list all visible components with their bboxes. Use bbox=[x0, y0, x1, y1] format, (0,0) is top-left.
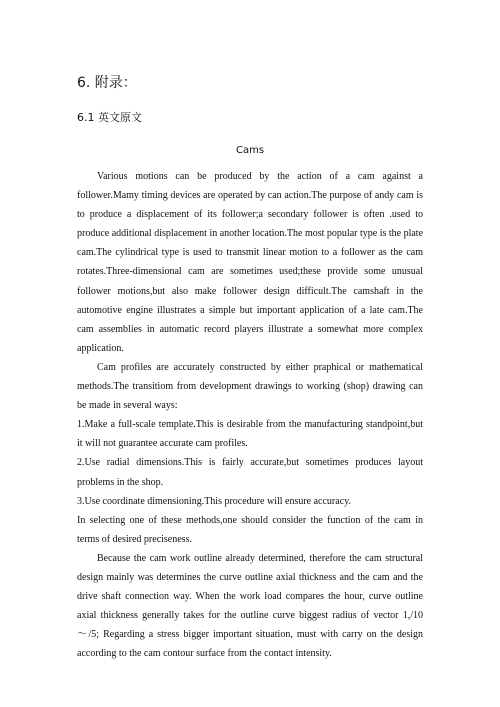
section-heading: 6. 附录： bbox=[77, 75, 137, 91]
article-title: Cams bbox=[235, 145, 265, 156]
paragraph-design: Because the cam work outline already determined, therefore the cam structural design mainly was determines the curve outline axial thickness and the cam and the drive shaft connection way. When the work load compares the hour, curve outline axial thickness generally takes for the outline curve biggest radius of vector 1,/10 ～/5; Regarding a stress bigger important situation, must with carry on the design according to the cam contour surface from the contact intensity. bbox=[77, 552, 423, 660]
paragraph-selecting: In selecting one of these methods,one should consider the function of the cam in terms of desired preciseness. bbox=[77, 514, 423, 545]
subsection-heading: 6.1 英文原文 bbox=[77, 111, 142, 124]
paragraph-intro: Various motions can be produced by the action of a cam against a follower.Mamy timing devices are operated by can action.The purpose of andy cam is to produce a displacement of its follower;a secondary follower is often .used to produce additional displacement in another location.The most popular type is the plate cam.The cylindrical type is used to transmit linear motion to a follower as the cam rotates.Three-dimensional cam are sometimes used;these provide some unusual follower motions,but also make follower design difficult.The camshaft in the automotive engine illustrates a simple but important application of a late cam.The cam assemblies in automatic record players illustrate a somewhat more complex application. bbox=[77, 171, 424, 354]
paragraph-profiles: Cam profiles are accurately constructed by either praphical or mathematical methods.The transitiom from development drawings to working (shop) drawing can be made in several ways: bbox=[77, 361, 423, 412]
list-item-radial: 2.Use radial dimensions.This is fairly accurate,but sometimes produces layout problems in the shop. bbox=[77, 457, 423, 488]
article-body bbox=[77, 167, 423, 663]
list-item-template: 1.Make a full-scale template.This is desirable from the manufacturing standpoint,but it will not guarantee accurate cam profiles. bbox=[77, 419, 423, 450]
list-item-coordinate: 3.Use coordinate dimensioning.This procedure will ensure accuracy. bbox=[77, 495, 351, 507]
